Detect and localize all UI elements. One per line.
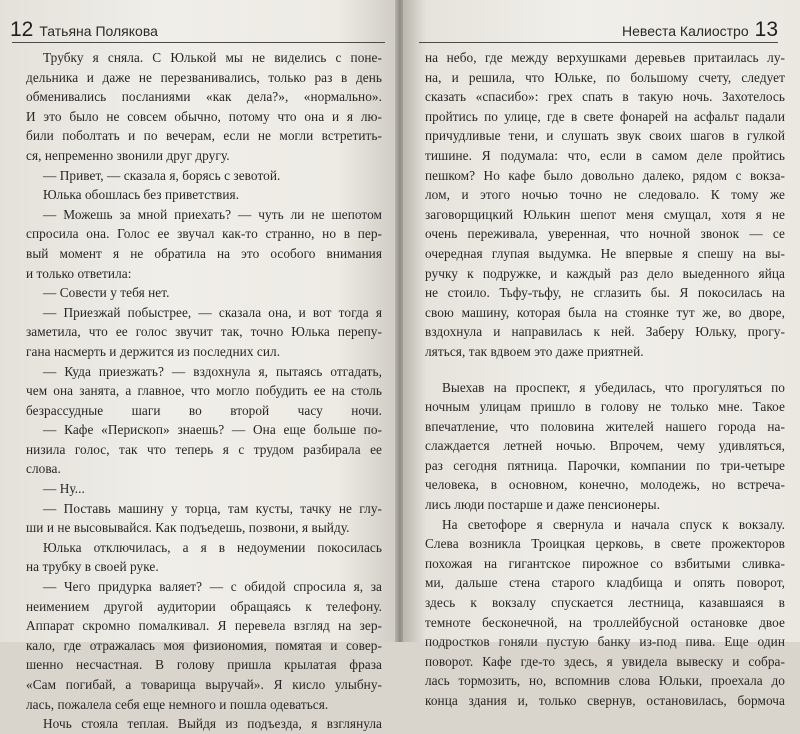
text-line: — Можешь за мной приехать? — чуть ли не шепотом	[43, 206, 382, 222]
text-line: чем она занята, а главное, что могло побудить ее на столь	[26, 383, 382, 399]
right-page-number: 13	[754, 18, 778, 41]
text-line: заметила, что ее голос звучит так, точно Юлька перепу-	[26, 324, 382, 340]
text-line: вый момент я не обратила на это особого внимания	[26, 245, 382, 261]
paragraph-gap	[425, 362, 785, 378]
text-line: Юлька обошлась без приветствия.	[43, 187, 240, 203]
text-line: ляться, так вдвоем это даже приятней.	[425, 343, 644, 359]
text-line: очень переживала, уверенная, что ночной звонок — се	[425, 226, 785, 242]
text-line: лись люди постарше и даже пенсионеры.	[425, 497, 661, 513]
text-line: раз сегодня пятница. Парочки, компании по три-четыре	[425, 457, 785, 473]
text-line: на трубку в своей руке.	[26, 559, 159, 575]
text-line: — Куда приезжать? — вздохнула я, пытаясь отгадать,	[43, 363, 382, 379]
text-line: пешком? Но кафе было довольно далеко, рядом с вокза-	[425, 167, 785, 183]
text-line: гана насмерть и держится из последних сил.	[26, 343, 281, 359]
text-line: и только ответила:	[26, 265, 132, 281]
text-line: низила голос, так что теперь я с трудом разбирала ее	[26, 441, 382, 457]
text-line: подростков гоняли пустую банку из-под пива. Еще один	[425, 634, 785, 650]
text-line: И это было не совсем обычно, потому что она и я лю-	[26, 108, 382, 124]
text-line: спросила она. Голос ее звучал как-то странно, но в пер-	[26, 226, 382, 242]
text-line: Трубку я сняла. С Юлькой мы не виделись с поне-	[43, 50, 382, 65]
text-line: лась, пожалела себя еще немного и пошла одеваться.	[26, 696, 329, 712]
right-header-rule	[419, 42, 778, 43]
text-line: свою машину, которая была на стоянке тут же, во дворе,	[425, 304, 785, 320]
text-line: — Кафе «Перископ» знаешь? — Она еще больше по-	[43, 422, 382, 438]
text-line: сказать «спасибо»: грех спать в такую ночь. Захотелось	[425, 89, 785, 105]
text-line: здесь к вокзалу спускается лестница, казавшаяся в	[425, 595, 785, 611]
text-line: причудливые тени, и слушать звук своих шагов в гулкой	[425, 128, 785, 144]
text-line: — Поставь машину у торца, там кусты, тачку не глу-	[43, 500, 382, 516]
text-line: темноте бесконечной, на троллейбусной остановке двое	[425, 614, 785, 630]
text-line: ши и не высовывайся. Как подъедешь, позвони, я выйду.	[26, 520, 350, 536]
left-running-head	[10, 14, 385, 42]
text-line: слова.	[26, 461, 61, 477]
text-line: — Совести у тебя нет.	[43, 285, 170, 301]
text-line: человека, в основном, конечно, молодежь, но встреча-	[425, 477, 785, 493]
text-line: — Чего придурка валяет? — с обидой спросила я, за	[43, 579, 382, 595]
text-line: похожая на гигантское пирожное со взбитыми сливка-	[425, 555, 785, 571]
left-page	[0, 0, 397, 732]
text-line: вздохнула и направилась к ней. Заберу Юльку, прогу-	[425, 324, 785, 340]
text-line: ся, непременно звонили друг другу.	[26, 147, 230, 163]
text-line: кало, где отражалась моя физиономия, помятая и совер-	[26, 637, 382, 653]
text-line: Слева возникла Троицкая церковь, в свете прожекторов	[425, 536, 785, 552]
text-line: ночным улицам пришло в голову не только мне. Такое	[425, 399, 785, 415]
text-line: конца здания и, только свернув, остановилась, бормоча	[425, 693, 785, 708]
text-line: на, и решила, что Юльке, по большому счету, следует	[425, 69, 785, 85]
text-line: обменивались посланиями «как дела?», «нормально».	[26, 89, 382, 105]
text-line: — Ну...	[43, 481, 85, 497]
text-line: пройтись по улице, где в свете фонарей на асфальт падали	[425, 108, 785, 124]
text-line: Аппарат скромно помалкивал. Я перевела взгляд на зер-	[26, 618, 382, 634]
text-line: не стоило. Тьфу-тьфу, не сглазить бы. Я покосилась на	[425, 285, 785, 301]
left-header-rule	[12, 42, 385, 43]
right-page-text	[425, 48, 785, 711]
left-page-number: 12	[10, 18, 34, 41]
text-line: Ночь стояла теплая. Выйдя из подъезда, я взглянула	[43, 716, 382, 732]
text-line: неимением другой аудитории обращаясь к телефону.	[26, 598, 382, 614]
text-line: очередная глупая выдумка. Не впервые я спешу на вы-	[425, 245, 785, 261]
text-line: — Привет, — сказала я, борясь с зевотой.	[43, 167, 281, 183]
text-line: На светофоре я свернула и начала спуск к вокзалу.	[442, 516, 785, 532]
text-line: ми, дальше стена старого кладбища и опять поворот,	[425, 575, 785, 591]
text-line: заговорщицкий Юлькин шепот меня смущал, хотя я не	[425, 206, 785, 222]
left-page-header: Татьяна Полякова	[39, 23, 158, 39]
right-page	[403, 0, 800, 708]
text-line: впечатление, что половина жителей нашего города на-	[425, 418, 785, 434]
left-page-text	[26, 48, 382, 734]
text-line: лась тормозить, но, вспомнив слова Юльки, проехала до	[425, 673, 785, 689]
text-line: «Сам погибай, а товарища выручай». Я кисло улыбну-	[26, 677, 382, 692]
text-line: поворот. Кафе где-то здесь, я увидела вывеску и собра-	[425, 653, 785, 669]
text-line: на небо, где между верхушками деревьев притаилась лу-	[425, 50, 785, 65]
text-line: шенно несчастная. В голову пришла крылатая фраза	[26, 657, 382, 673]
text-line: — Приезжай побыстрее, — сказала она, и вот тогда я	[43, 304, 382, 320]
text-line: безрассудные шаги во второй часу ночи.	[26, 402, 382, 418]
text-line: дельника и даже не перезванивались, только раз в день	[26, 69, 382, 85]
text-line: били поболтать и по вечерам, если не могли встретить-	[26, 128, 382, 144]
text-line: слаждается летней ночью. Впрочем, чему удивляться,	[425, 438, 785, 454]
text-line: Юлька отключилась, а я в недоумении покосилась	[43, 539, 382, 555]
text-line: ручку к подружке, и каждый раз дело выеденного яйца	[425, 265, 785, 281]
text-line: тишине. Я подумала: что, если в самом деле пройтись	[425, 147, 785, 163]
text-line: лом, и этого ночью точно не следовало. К тому же	[425, 187, 785, 203]
right-running-head	[411, 14, 778, 42]
right-page-header: Невеста Калиостро	[622, 23, 749, 39]
text-line: Выехав на проспект, я убедилась, что прогуляться по	[442, 379, 785, 395]
